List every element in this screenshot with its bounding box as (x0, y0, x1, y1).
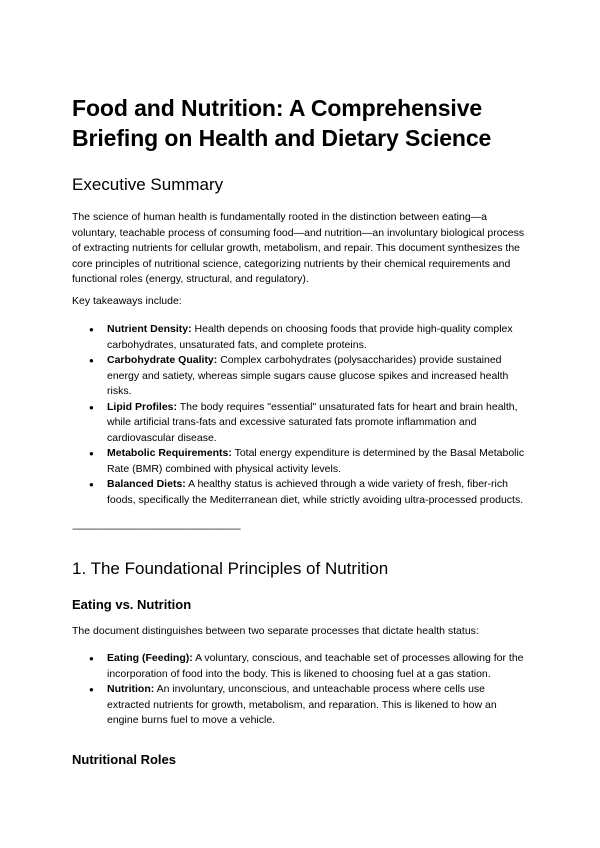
list-item (72, 322, 528, 353)
nutritional-roles-heading: Nutritional Roles (72, 752, 177, 767)
list-item (72, 651, 528, 682)
list-item-text: Total energy expenditure is determined by the Basal Metabolic Rate (BMR) combined with physical activity levels. (107, 447, 525, 475)
list-item-term: Metabolic Requirements: (107, 447, 232, 459)
list-item-term: Lipid Profiles: (107, 400, 178, 413)
list-item (72, 446, 528, 477)
executive-summary-heading: Executive Summary (72, 175, 224, 194)
list-item-text: A healthy status is achieved through a wide variety of fresh, fiber-rich foods, specifically the Mediterranean diet, while strictly avoiding ultra-processed products. (107, 478, 524, 506)
list-item-term: Carbohydrate Quality: (107, 354, 218, 366)
list-item-term: Eating (Feeding): (107, 652, 193, 664)
list-item (72, 477, 528, 508)
eating-vs-nutrition-intro: The document distinguishes between two separate processes that dictate health status: (72, 625, 479, 637)
list-item (72, 353, 528, 400)
document-title: Food and Nutrition: A Comprehensive Briefing on Health and Dietary Science (72, 95, 492, 151)
list-item-text: The body requires "essential" unsaturated fats for heart and brain health, while artificial trans-fats and excessive saturated fats promote inflammation and cardiovascular disease. (107, 400, 518, 444)
list-item-term: Nutrient Density: (107, 323, 192, 335)
eating-vs-nutrition-list (72, 651, 528, 729)
section-1-heading: 1. The Foundational Principles of Nutrition (72, 559, 389, 578)
key-takeaways-list (72, 322, 528, 508)
eating-vs-nutrition-heading: Eating vs. Nutrition (72, 597, 192, 612)
key-takeaways-label: Key takeaways include: (72, 295, 182, 307)
list-item-text: Health depends on choosing foods that provide high-quality complex carbohydrates, unsaturated fats, and complete proteins. (107, 323, 513, 351)
list-item-term: Nutrition: (107, 683, 155, 695)
list-item (72, 400, 528, 447)
section-divider: -------------------------------------------------------------------------------- (72, 523, 240, 535)
list-item-term: Balanced Diets: (107, 478, 186, 490)
list-item-text: Complex carbohydrates (polysaccharides) provide sustained energy and satiety, whereas simple sugars cause glucose spikes and increased health risks. (107, 354, 509, 397)
executive-summary-intro: The science of human health is fundamentally rooted in the distinction between eating—a voluntary, teachable process of consuming food—and nutrition—an involuntary biological process of extracting nutrients for cellular growth, metabolism, and repair. This document synthesizes the core principles of nutritional science, categorizing nutrients by their chemical requirements and functional roles (energy, structural, and regulatory). (72, 211, 525, 285)
list-item-text: An involuntary, unconscious, and unteachable process where cells use extracted nutrients for growth, metabolism, and reparation. This is likened to how an engine burns fuel to move a vehicle. (107, 683, 497, 726)
list-item (72, 682, 528, 729)
list-item-text: A voluntary, conscious, and teachable set of processes allowing for the incorporation of food into the body. This is likened to choosing fuel at a gas station. (107, 652, 524, 680)
